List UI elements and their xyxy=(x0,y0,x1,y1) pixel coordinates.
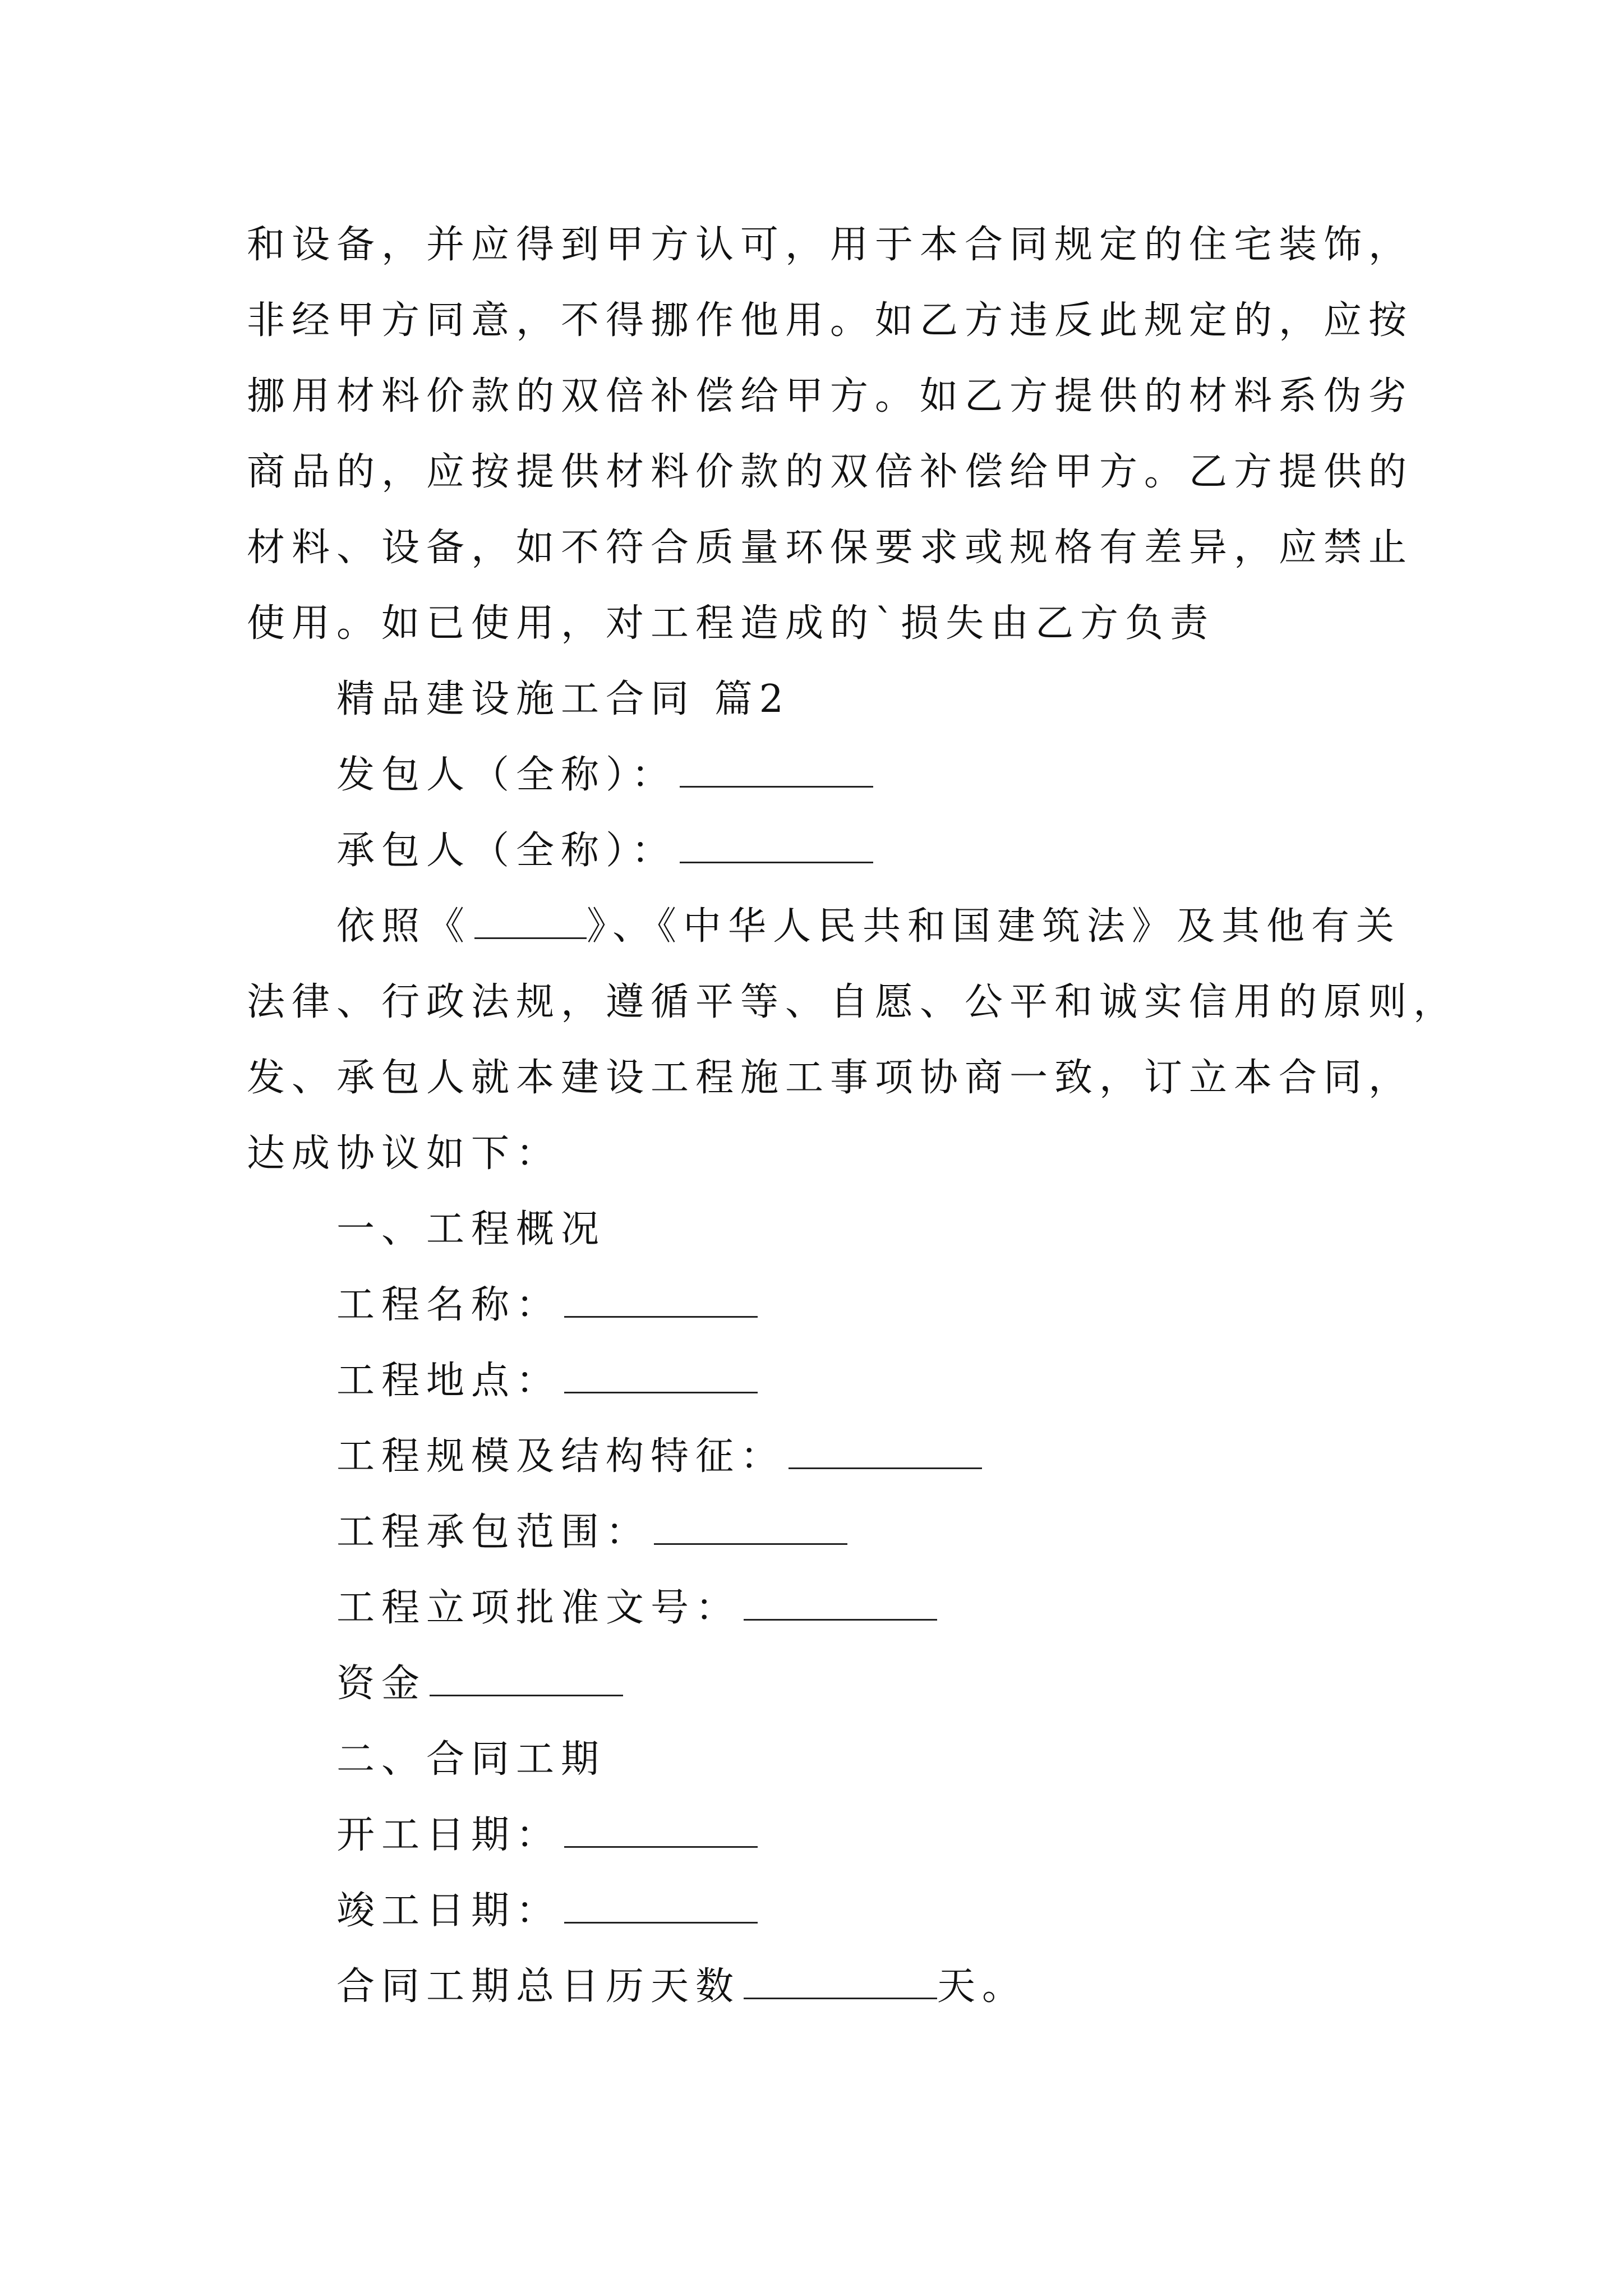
paragraph-line: 挪用材料价款的双倍补偿给甲方。如乙方提供的材料系伪劣 xyxy=(247,374,1414,418)
paragraph-line: 和设备，并应得到甲方认可，用于本合同规定的住宅装饰， xyxy=(247,223,1414,267)
total-days-field xyxy=(336,1959,1027,2015)
project-scale-field xyxy=(336,1429,982,1485)
basis-prefix: 依照《 xyxy=(336,904,472,949)
project-location-field xyxy=(336,1353,758,1409)
funds-blank[interactable] xyxy=(430,1660,623,1696)
project-name-blank[interactable] xyxy=(564,1281,758,1318)
basis-continuation: 法律、行政法规，遵循平等、自愿、公平和诚实信用的原则， xyxy=(247,980,1459,1024)
total-days-unit: 天。 xyxy=(937,1964,1027,2009)
completion-date-blank[interactable] xyxy=(564,1887,758,1924)
project-scale-blank[interactable] xyxy=(789,1433,982,1469)
project-location-blank[interactable] xyxy=(564,1357,758,1393)
contractor-blank[interactable] xyxy=(680,827,873,863)
employer-field xyxy=(336,747,873,803)
total-days-label: 合同工期总日历天数 xyxy=(336,1964,741,2009)
basis-suffix: 》、《中华人民共和国建筑法》及其他有关 xyxy=(587,904,1401,949)
project-location-label: 工程地点： xyxy=(336,1359,561,1403)
funds-label: 资金 xyxy=(336,1662,427,1706)
project-scope-blank[interactable] xyxy=(654,1508,847,1545)
project-name-label: 工程名称： xyxy=(336,1283,561,1327)
contract-title: 精品建设施工合同 篇2 xyxy=(336,677,790,721)
project-scope-field xyxy=(336,1504,847,1561)
completion-date-label: 竣工日期： xyxy=(336,1889,561,1933)
section-1-heading: 一、工程概况 xyxy=(336,1207,606,1251)
project-scope-label: 工程承包范围： xyxy=(336,1510,651,1554)
section-2-heading: 二、合同工期 xyxy=(336,1737,606,1782)
paragraph-line: 材料、设备，如不符合质量环保要求或规格有差异，应禁止 xyxy=(247,526,1414,570)
start-date-field xyxy=(336,1807,758,1864)
employer-blank[interactable] xyxy=(680,751,873,788)
paragraph-line: 使用。如已使用，对工程造成的`损失由乙方负责 xyxy=(247,601,1215,646)
paragraph-line: 商品的，应按提供材料价款的双倍补偿给甲方。乙方提供的 xyxy=(247,450,1414,494)
approval-number-field xyxy=(336,1580,937,1636)
paragraph-line: 非经甲方同意，不得挪作他用。如乙方违反此规定的，应按 xyxy=(247,298,1414,343)
funds-field xyxy=(336,1656,623,1712)
approval-number-label: 工程立项批准文号： xyxy=(336,1586,741,1630)
approval-number-blank[interactable] xyxy=(744,1584,937,1621)
law-name-blank[interactable] xyxy=(474,903,587,939)
start-date-label: 开工日期： xyxy=(336,1813,561,1857)
employer-label: 发包人（全称）： xyxy=(336,753,677,797)
basis-line xyxy=(336,899,1401,955)
total-days-blank[interactable] xyxy=(744,1963,937,1999)
basis-continuation: 发、承包人就本建设工程施工事项协商一致，订立本合同， xyxy=(247,1056,1414,1100)
project-name-field xyxy=(336,1277,758,1333)
start-date-blank[interactable] xyxy=(564,1811,758,1848)
project-scale-label: 工程规模及结构特征： xyxy=(336,1434,786,1479)
completion-date-field xyxy=(336,1883,758,1939)
basis-continuation: 达成协议如下： xyxy=(247,1131,561,1176)
contractor-label: 承包人（全称）： xyxy=(336,829,677,873)
contractor-field xyxy=(336,823,873,879)
